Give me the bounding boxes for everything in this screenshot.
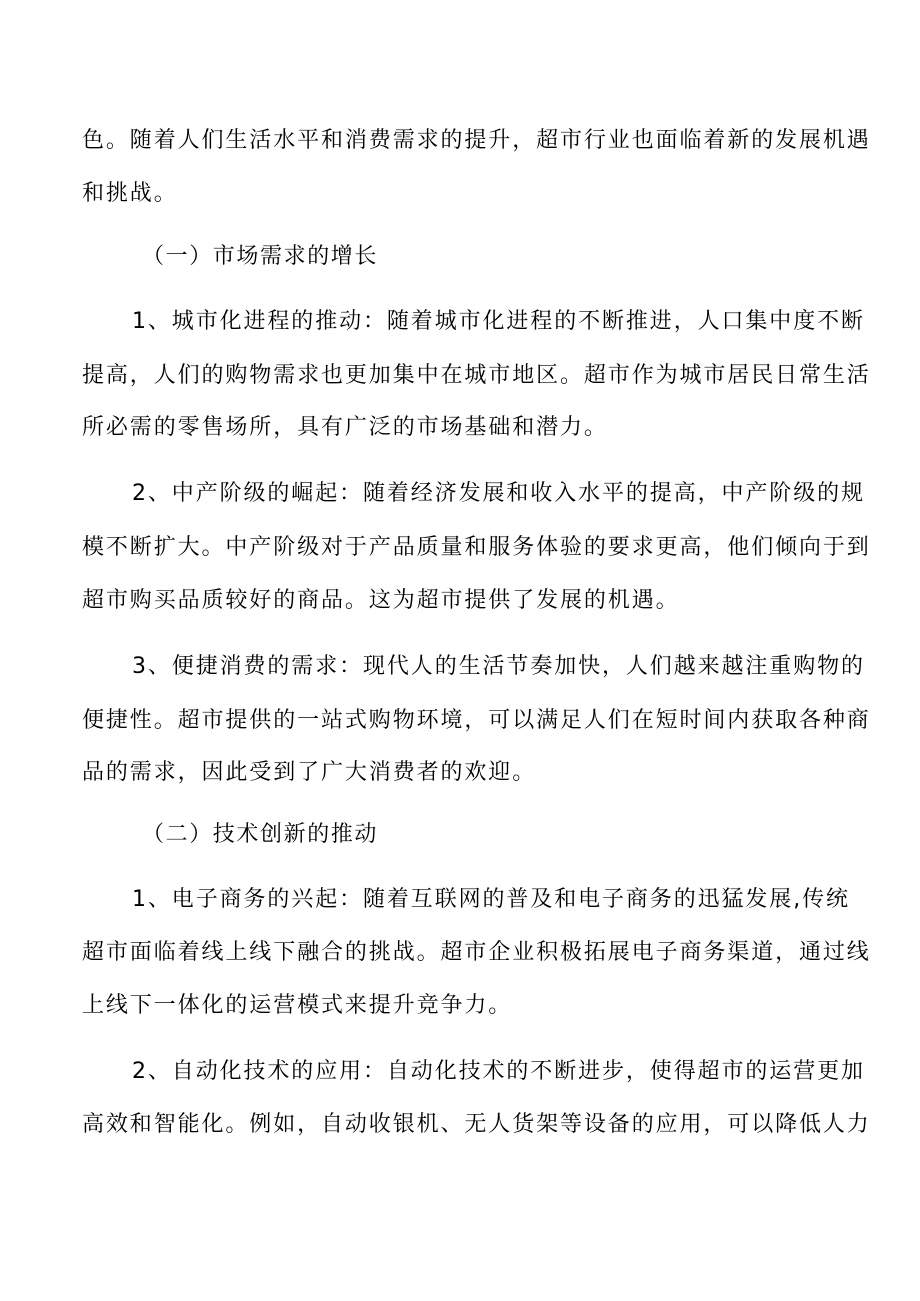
paragraph-line: 上线下一体化的运营模式来提升竞争力。	[82, 993, 513, 1018]
paragraph-line: 1、城市化进程的推动：随着城市化进程的不断推进，人口集中度不断	[132, 309, 865, 334]
paragraph-line: 便捷性。超市提供的一站式购物环境，可以满足人们在短时间内获取各种商	[82, 708, 871, 733]
paragraph-line: 2、中产阶级的崛起：随着经济发展和收入水平的提高，中产阶级的规	[132, 481, 865, 506]
paragraph-line: 2、自动化技术的应用：自动化技术的不断进步，使得超市的运营更加	[132, 1059, 865, 1084]
paragraph-line: 品的需求，因此受到了广大消费者的欢迎。	[82, 760, 537, 785]
paragraph-line: 3、便捷消费的需求：现代人的生活节奏加快，人们越来越注重购物的	[132, 654, 865, 679]
paragraph-line: 1、电子商务的兴起：随着互联网的普及和电子商务的迅猛发展,传统	[132, 887, 850, 912]
paragraph-line: 所必需的零售场所，具有广泛的市场基础和潜力。	[82, 415, 608, 440]
section-heading: （二）技术创新的推动	[142, 822, 379, 847]
paragraph-line: 和挑战。	[82, 181, 178, 206]
paragraph-line: 高效和智能化。例如，自动收银机、无人货架等设备的应用，可以降低人力	[82, 1112, 871, 1137]
paragraph-line: 超市购买品质较好的商品。这为超市提供了发展的机遇。	[82, 588, 680, 613]
paragraph-line: 超市面临着线上线下融合的挑战。超市企业积极拓展电子商务渠道，通过线	[82, 940, 871, 965]
paragraph-line: 色。随着人们生活水平和消费需求的提升，超市行业也面临着新的发展机遇	[82, 128, 871, 153]
paragraph-line: 提高，人们的购物需求也更加集中在城市地区。超市作为城市居民日常生活	[82, 363, 871, 388]
paragraph-line: 模不断扩大。中产阶级对于产品质量和服务体验的要求更高，他们倾向于到	[82, 535, 871, 560]
section-heading: （一）市场需求的增长	[142, 244, 379, 269]
